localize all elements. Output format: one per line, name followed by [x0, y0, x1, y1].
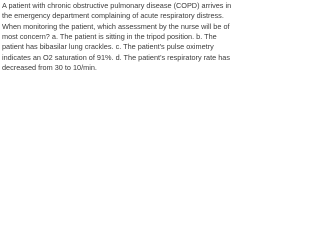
question-card	[0, 0, 235, 88]
question-text: A patient with chronic obstructive pulmonary disease (COPD) arrives in the emergency department complaining of acute respiratory distress. When monitoring the patient, which assessment by the nurse will be of most concern? a. The patient is sitting in the tripod position. b. The patient has bibasilar lung crackles. c. The patient's pulse oximetry indicates an O2 saturation of 91%. d. The patient's respiratory rate has decreased from 30 to 10/min.	[2, 1, 232, 73]
